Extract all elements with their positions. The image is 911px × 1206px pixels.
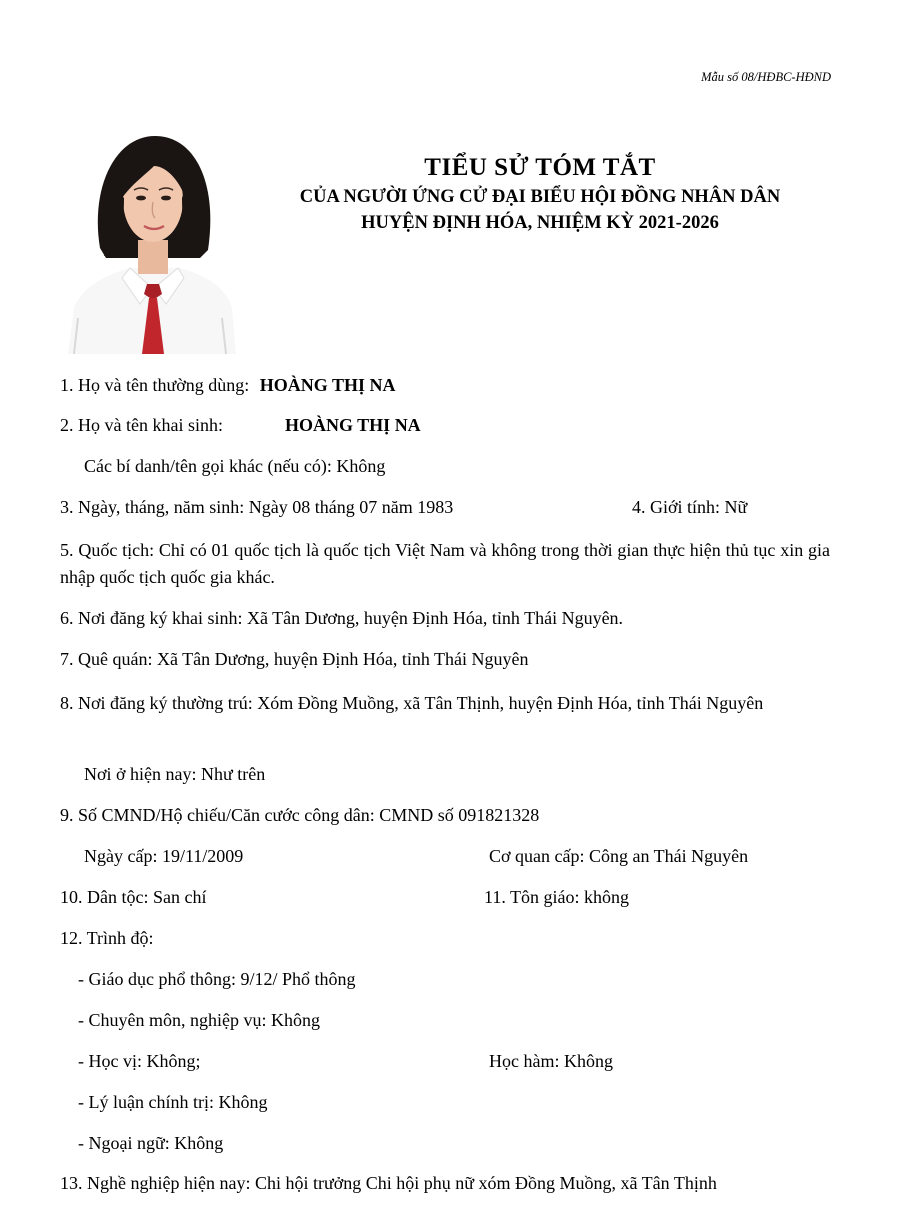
portrait-photo — [60, 128, 238, 354]
field-birthplace: 6. Nơi đăng ký khai sinh: Xã Tân Dương, huyện Định Hóa, tỉnh Thái Nguyên. — [60, 608, 624, 628]
form-code: Mẫu số 08/HĐBC-HĐND — [701, 70, 831, 84]
field-ethnicity: 10. Dân tộc: San chí — [60, 887, 207, 907]
field-gender: 4. Giới tính: Nữ — [632, 497, 748, 517]
field-hometown: 7. Quê quán: Xã Tân Dương, huyện Định Hóa, tỉnh Thái Nguyên — [60, 649, 529, 669]
document-title: TIỂU SỬ TÓM TẮT — [424, 154, 656, 181]
field-general-education: - Giáo dục phổ thông: 9/12/ Phổ thông — [78, 969, 356, 989]
title-block — [250, 152, 830, 236]
field-label: 1. Họ và tên thường dùng: — [60, 375, 250, 395]
field-current-residence: Nơi ở hiện nay: Như trên — [84, 764, 266, 784]
field-political-theory: - Lý luận chính trị: Không — [78, 1092, 268, 1112]
field-alias: Các bí danh/tên gọi khác (nếu có): Không — [84, 456, 386, 476]
document-subtitle-line-1: CỦA NGƯỜI ỨNG CỬ ĐẠI BIỂU HỘI ĐỒNG NHÂN DÂN — [299, 187, 781, 207]
document-subtitle-line-2: HUYỆN ĐỊNH HÓA, NHIỆM KỲ 2021-2026 — [361, 213, 719, 233]
field-value: HOÀNG THỊ NA — [259, 375, 396, 395]
field-date-of-birth: 3. Ngày, tháng, năm sinh: Ngày 08 tháng 07 năm 1983 — [60, 497, 454, 517]
field-label: 2. Họ và tên khai sinh: — [60, 415, 223, 435]
field-birth-name — [60, 415, 223, 436]
field-issue-date: Ngày cấp: 19/11/2009 — [84, 846, 244, 866]
field-profession: - Chuyên môn, nghiệp vụ: Không — [78, 1010, 320, 1030]
field-foreign-language: - Ngoại ngữ: Không — [78, 1133, 224, 1153]
field-permanent-residence: 8. Nơi đăng ký thường trú: Xóm Đồng Muồng, xã Tân Thịnh, huyện Định Hóa, tỉnh Thái Nguyên — [60, 693, 764, 713]
field-issuer: Cơ quan cấp: Công an Thái Nguyên — [489, 846, 749, 866]
field-nationality: 5. Quốc tịch: Chỉ có 01 quốc tịch là quốc tịch Việt Nam và không trong thời gian thực hiện thủ tục xin gia nhập quốc tịch quốc gia khác. — [60, 540, 830, 587]
field-education-heading: 12. Trình độ: — [60, 928, 154, 948]
field-id-number: 9. Số CMND/Hộ chiếu/Căn cước công dân: CMND số 091821328 — [60, 805, 540, 825]
field-degree: - Học vị: Không; — [78, 1051, 201, 1071]
field-value: HOÀNG THỊ NA — [285, 415, 421, 435]
field-occupation: 13. Nghề nghiệp hiện nay: Chi hội trưởng Chi hội phụ nữ xóm Đồng Muồng, xã Tân Thịnh — [60, 1173, 717, 1193]
field-religion: 11. Tôn giáo: không — [484, 887, 629, 907]
field-common-name — [60, 375, 395, 396]
field-academic-title: Học hàm: Không — [489, 1051, 613, 1071]
